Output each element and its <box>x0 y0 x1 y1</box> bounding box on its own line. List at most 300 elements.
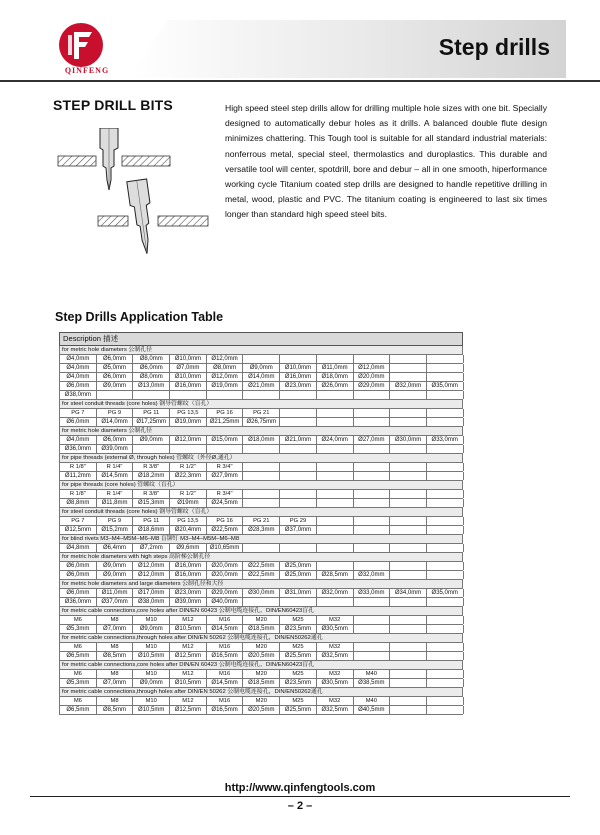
table-cell <box>280 463 317 471</box>
table-cell <box>317 490 354 498</box>
table-cell: M20 <box>243 697 280 705</box>
table-cell <box>243 598 280 606</box>
table-cell <box>280 409 317 417</box>
table-cell: Ø9,0mm <box>97 562 134 570</box>
table-cell: Ø9,6mm <box>170 544 207 552</box>
table-cell: Ø20,0mm <box>354 373 391 381</box>
table-cell <box>427 418 464 426</box>
table-cell: Ø10,0mm <box>170 355 207 363</box>
table-cell <box>354 490 391 498</box>
table-cell: Ø24,0mm <box>317 436 354 444</box>
table-cell: PG 16 <box>207 517 244 525</box>
table-cell <box>317 463 354 471</box>
description-header: Description 描述 <box>59 332 463 346</box>
table-cell: PG 7 <box>60 517 97 525</box>
brand-name: QINFENG <box>64 66 110 75</box>
table-cell: PG 9 <box>97 409 134 417</box>
table-cell: Ø6,0mm <box>133 364 170 372</box>
table-cell: Ø30,0mm <box>243 589 280 597</box>
table-row <box>59 373 463 382</box>
table-cell: Ø30,5mm <box>317 625 354 633</box>
table-cell: Ø23,0mm <box>170 589 207 597</box>
table-cell: Ø18,5mm <box>243 679 280 687</box>
table-cell: Ø28,3mm <box>243 526 280 534</box>
table-row <box>59 382 463 391</box>
table-cell <box>280 418 317 426</box>
table-cell <box>280 499 317 507</box>
table-cell <box>390 409 427 417</box>
table-cell: M12 <box>170 643 207 651</box>
table-cell <box>243 445 280 453</box>
table-row <box>59 490 463 499</box>
table-cell <box>354 526 391 534</box>
table-cell <box>390 373 427 381</box>
page-number: – 2 – <box>287 800 313 812</box>
table-cell: Ø8,5mm <box>97 652 134 660</box>
table-cell: M16 <box>207 697 244 705</box>
table-cell: Ø23,0mm <box>280 382 317 390</box>
table-cell <box>243 355 280 363</box>
table-cell: Ø7,0mm <box>97 679 134 687</box>
table-cell: PG 11 <box>133 409 170 417</box>
table-cell: Ø36,0mm <box>60 445 97 453</box>
table-cell: M25 <box>280 616 317 624</box>
table-cell <box>354 472 391 480</box>
table-cell <box>354 625 391 633</box>
group-header: for metric hole diameters 公制孔径 <box>59 427 463 436</box>
table-cell: Ø10,65mm <box>207 544 244 552</box>
table-cell: M20 <box>243 616 280 624</box>
table-cell <box>354 355 391 363</box>
table-cell: Ø9,0mm <box>133 625 170 633</box>
table-cell: Ø22,5mm <box>207 526 244 534</box>
table-cell <box>390 391 427 399</box>
table-cell <box>354 391 391 399</box>
table-cell <box>390 472 427 480</box>
table-cell <box>390 463 427 471</box>
intro-paragraph: High speed steel step drills allow for drilling multiple hole sizes with one bit. Specially designed to automatically debur holes as it drills. A balanced double flute design minimizes chattering. This Tough tool is suitable for all standard industrial materials: nonferrous metal, special steel, thermolastics and duroplastics. This durable and versatile tool will center, spotdrill, bore and debur – all in one smooth, hiperformance working cycle Titanium coated step drills are designed to handle repetitive drilling in metal, wood, plastic and PVC. The titanium coating is engineered to last six times longer than standard high speed steel bits. <box>225 103 547 220</box>
table-cell <box>390 706 427 714</box>
table-cell: Ø29,0mm <box>207 589 244 597</box>
table-cell <box>133 391 170 399</box>
table-cell <box>427 490 464 498</box>
table-cell <box>390 544 427 552</box>
table-cell: Ø4,0mm <box>60 364 97 372</box>
table-cell: M40 <box>354 697 391 705</box>
table-cell <box>390 445 427 453</box>
table-cell: Ø7,0mm <box>97 625 134 633</box>
table-row <box>59 409 463 418</box>
table-row <box>59 445 463 454</box>
table-cell: Ø32,5mm <box>317 706 354 714</box>
table-cell: Ø6,5mm <box>60 652 97 660</box>
table-row <box>59 499 463 508</box>
table-cell: M10 <box>133 670 170 678</box>
table-cell: R 3/4" <box>207 463 244 471</box>
table-cell <box>427 409 464 417</box>
table-cell: M6 <box>60 616 97 624</box>
qinfeng-logo <box>58 22 104 68</box>
table-cell: M32 <box>317 697 354 705</box>
application-table <box>59 332 463 715</box>
table-cell: Ø4,8mm <box>60 544 97 552</box>
table-cell: M12 <box>170 697 207 705</box>
table-cell: M16 <box>207 670 244 678</box>
group-header: for metric hole diameters and large diameters 公制孔径和大径 <box>59 580 463 589</box>
table-cell: Ø32,0mm <box>317 589 354 597</box>
table-cell <box>427 517 464 525</box>
table-cell: Ø6,0mm <box>60 382 97 390</box>
table-cell <box>427 391 464 399</box>
table-cell: Ø38,0mm <box>133 598 170 606</box>
table-row <box>59 589 463 598</box>
group-header: for pipe threads (core holes) 管螺纹（盲孔） <box>59 481 463 490</box>
table-cell: M32 <box>317 616 354 624</box>
table-cell: Ø12,0mm <box>354 364 391 372</box>
table-cell: Ø21,0mm <box>243 382 280 390</box>
table-cell <box>207 445 244 453</box>
table-cell: Ø30,0mm <box>390 436 427 444</box>
table-cell: Ø10,5mm <box>133 706 170 714</box>
table-cell: Ø6,0mm <box>60 589 97 597</box>
table-row <box>59 562 463 571</box>
table-cell <box>390 643 427 651</box>
table-cell: Ø18,6mm <box>133 526 170 534</box>
table-cell: Ø13,0mm <box>133 382 170 390</box>
table-cell <box>427 445 464 453</box>
table-cell <box>317 355 354 363</box>
table-cell <box>280 544 317 552</box>
table-cell <box>427 571 464 579</box>
table-cell: Ø32,0mm <box>390 382 427 390</box>
table-row <box>59 571 463 580</box>
table-cell <box>427 625 464 633</box>
table-cell <box>133 445 170 453</box>
table-cell: Ø21,25mm <box>207 418 244 426</box>
table-row <box>59 679 463 688</box>
group-header: for steel conduit threads (core holes) 钢导管螺纹（盲孔） <box>59 400 463 409</box>
table-cell <box>427 526 464 534</box>
table-cell <box>427 355 464 363</box>
table-cell: Ø8,0mm <box>207 364 244 372</box>
table-cell <box>207 391 244 399</box>
table-cell: R 1/2" <box>170 490 207 498</box>
table-cell <box>354 463 391 471</box>
group-header: for steel conduit threads (core holes) 钢导管螺纹（盲孔） <box>59 508 463 517</box>
table-cell: Ø7,0mm <box>170 364 207 372</box>
table-cell: Ø6,0mm <box>97 355 134 363</box>
table-row <box>59 706 463 715</box>
table-cell <box>390 364 427 372</box>
group-header: for pipe threads (external Ø, through holes) 管螺纹（外径Ø,通孔） <box>59 454 463 463</box>
table-cell: R 3/8" <box>133 490 170 498</box>
table-row <box>59 526 463 535</box>
table-cell <box>317 409 354 417</box>
table-cell <box>354 499 391 507</box>
table-row <box>59 616 463 625</box>
table-title: Step Drills Application Table <box>55 310 224 324</box>
table-cell: Ø27,9mm <box>207 472 244 480</box>
table-cell <box>354 562 391 570</box>
table-row <box>59 418 463 427</box>
group-header: for metric hole diameters with high steps 高阶梯公制孔径 <box>59 553 463 562</box>
table-cell: Ø25,5mm <box>280 706 317 714</box>
table-cell: M16 <box>207 616 244 624</box>
table-cell: Ø20,5mm <box>243 706 280 714</box>
table-cell <box>427 499 464 507</box>
table-cell <box>243 463 280 471</box>
table-row <box>59 364 463 373</box>
table-cell: M8 <box>97 616 134 624</box>
table-cell <box>427 670 464 678</box>
website-url[interactable]: http://www.qinfengtools.com <box>224 782 376 794</box>
table-cell <box>317 445 354 453</box>
table-cell: M40 <box>354 670 391 678</box>
table-cell: Ø35,0mm <box>427 589 464 597</box>
table-cell <box>354 652 391 660</box>
table-cell <box>317 544 354 552</box>
table-cell <box>354 544 391 552</box>
table-cell: M25 <box>280 670 317 678</box>
table-cell <box>317 526 354 534</box>
table-cell <box>427 544 464 552</box>
table-cell: Ø35,0mm <box>427 382 464 390</box>
step-drill-illustration <box>50 128 220 278</box>
table-cell <box>317 562 354 570</box>
table-cell: Ø24,5mm <box>207 499 244 507</box>
table-cell: R 1/8" <box>60 463 97 471</box>
table-cell: Ø11,8mm <box>97 499 134 507</box>
table-cell <box>317 517 354 525</box>
table-cell: Ø26,0mm <box>317 382 354 390</box>
table-cell: Ø29,0mm <box>354 382 391 390</box>
table-cell: Ø11,0mm <box>97 589 134 597</box>
table-cell: Ø4,0mm <box>60 436 97 444</box>
table-cell: Ø7,2mm <box>133 544 170 552</box>
table-cell <box>427 598 464 606</box>
table-cell: M25 <box>280 697 317 705</box>
table-cell: Ø12,0mm <box>170 436 207 444</box>
table-cell: Ø5,0mm <box>97 364 134 372</box>
table-cell: Ø4,0mm <box>60 355 97 363</box>
table-cell <box>427 616 464 624</box>
table-cell <box>170 445 207 453</box>
table-cell: Ø37,0mm <box>97 598 134 606</box>
table-cell <box>427 463 464 471</box>
table-cell <box>427 679 464 687</box>
group-header: for metric cable connections,through holes after DIN/EN 50262 公制电缆连接孔，DIN/EN50262通孔 <box>59 634 463 643</box>
table-row <box>59 463 463 472</box>
table-cell: M16 <box>207 643 244 651</box>
table-cell: Ø6,0mm <box>97 373 134 381</box>
table-cell: Ø21,0mm <box>280 436 317 444</box>
table-cell: PG 21 <box>243 409 280 417</box>
table-row <box>59 544 463 553</box>
table-cell: Ø25,0mm <box>280 562 317 570</box>
table-cell <box>390 355 427 363</box>
table-cell: M12 <box>170 616 207 624</box>
table-cell: Ø14,5mm <box>207 625 244 633</box>
table-cell: Ø15,2mm <box>97 526 134 534</box>
table-cell: Ø12,0mm <box>207 373 244 381</box>
table-cell <box>317 418 354 426</box>
table-cell: Ø14,5mm <box>207 679 244 687</box>
table-cell: Ø11,2mm <box>60 472 97 480</box>
table-cell: Ø18,0mm <box>317 373 354 381</box>
group-header: for metric hole diameters 公制孔径 <box>59 346 463 355</box>
table-cell: PG 13,5 <box>170 517 207 525</box>
table-cell: Ø20,5mm <box>243 652 280 660</box>
table-cell: Ø22,5mm <box>243 571 280 579</box>
table-cell: Ø40,5mm <box>354 706 391 714</box>
table-cell: Ø6,4mm <box>97 544 134 552</box>
table-cell <box>390 679 427 687</box>
table-cell: Ø22,5mm <box>243 562 280 570</box>
table-cell: M8 <box>97 670 134 678</box>
page-title: Step drills <box>438 34 550 60</box>
table-cell: Ø38,0mm <box>60 391 97 399</box>
table-cell <box>170 391 207 399</box>
table-cell <box>354 517 391 525</box>
table-cell: Ø31,0mm <box>280 589 317 597</box>
table-cell <box>427 652 464 660</box>
table-cell: Ø6,0mm <box>60 418 97 426</box>
table-cell: Ø26,75mm <box>243 418 280 426</box>
table-cell: R 1/4" <box>97 490 134 498</box>
table-cell: M25 <box>280 643 317 651</box>
table-cell <box>280 445 317 453</box>
table-cell: Ø19,0mm <box>207 382 244 390</box>
table-cell: Ø9,0mm <box>243 364 280 372</box>
table-cell: Ø25,0mm <box>280 571 317 579</box>
table-cell <box>354 598 391 606</box>
table-cell: R 3/4" <box>207 490 244 498</box>
table-cell: Ø20,4mm <box>170 526 207 534</box>
table-cell: Ø5,3mm <box>60 625 97 633</box>
table-cell: Ø17,0mm <box>133 589 170 597</box>
table-cell <box>97 391 134 399</box>
table-cell <box>390 499 427 507</box>
table-cell: M32 <box>317 643 354 651</box>
table-cell: Ø12,0mm <box>133 562 170 570</box>
table-cell: PG 11 <box>133 517 170 525</box>
table-cell: Ø6,5mm <box>60 706 97 714</box>
table-cell: Ø12,0mm <box>207 355 244 363</box>
group-header: for metric cable connections,through holes after DIN/EN 50262 公制电缆连接孔，DIN/EN50262通孔 <box>59 688 463 697</box>
table-cell: PG 9 <box>97 517 134 525</box>
table-row <box>59 355 463 364</box>
table-cell: Ø18,5mm <box>243 625 280 633</box>
table-cell <box>427 643 464 651</box>
table-cell: Ø9,0mm <box>133 436 170 444</box>
table-cell: Ø8,5mm <box>97 706 134 714</box>
table-cell: Ø23,5mm <box>280 679 317 687</box>
footer-divider <box>30 796 570 797</box>
table-cell: M6 <box>60 670 97 678</box>
table-cell: Ø38,5mm <box>354 679 391 687</box>
table-cell: Ø23,5mm <box>280 625 317 633</box>
header-divider <box>0 80 600 82</box>
table-cell: M32 <box>317 670 354 678</box>
table-row <box>59 517 463 526</box>
table-cell: PG 16 <box>207 409 244 417</box>
table-cell <box>390 562 427 570</box>
table-cell: PG 29 <box>280 517 317 525</box>
table-cell <box>427 697 464 705</box>
table-cell: Ø8,0mm <box>133 373 170 381</box>
table-cell: Ø39,0mm <box>170 598 207 606</box>
table-cell <box>390 571 427 579</box>
table-cell: M10 <box>133 643 170 651</box>
table-cell: Ø18,0mm <box>243 436 280 444</box>
table-cell: M8 <box>97 643 134 651</box>
table-row <box>59 598 463 607</box>
table-cell <box>390 616 427 624</box>
table-cell: Ø30,5mm <box>317 679 354 687</box>
table-cell <box>243 544 280 552</box>
table-cell: M6 <box>60 697 97 705</box>
table-cell: Ø10,5mm <box>170 625 207 633</box>
table-cell <box>390 670 427 678</box>
table-cell <box>280 472 317 480</box>
table-cell: Ø22,3mm <box>170 472 207 480</box>
table-row <box>59 625 463 634</box>
table-cell: Ø11,0mm <box>317 364 354 372</box>
table-cell <box>317 499 354 507</box>
table-cell: Ø14,0mm <box>243 373 280 381</box>
table-cell: R 1/4" <box>97 463 134 471</box>
table-cell <box>317 391 354 399</box>
table-cell: R 1/8" <box>60 490 97 498</box>
table-cell: Ø39,0mm <box>97 445 134 453</box>
table-cell <box>390 652 427 660</box>
table-cell <box>390 598 427 606</box>
table-row <box>59 670 463 679</box>
table-cell: Ø12,5mm <box>170 652 207 660</box>
table-cell <box>280 490 317 498</box>
table-cell: Ø9,0mm <box>97 382 134 390</box>
table-cell: M20 <box>243 670 280 678</box>
table-cell: Ø4,0mm <box>60 373 97 381</box>
table-cell: Ø33,0mm <box>427 436 464 444</box>
table-body <box>59 346 463 715</box>
table-cell: Ø6,0mm <box>60 571 97 579</box>
table-cell: Ø32,5mm <box>317 652 354 660</box>
table-cell: Ø14,5mm <box>97 472 134 480</box>
table-cell: Ø6,0mm <box>60 562 97 570</box>
table-cell <box>354 643 391 651</box>
table-cell: Ø14,0mm <box>97 418 134 426</box>
table-cell: Ø37,0mm <box>280 526 317 534</box>
table-cell: Ø10,5mm <box>170 679 207 687</box>
table-row <box>59 643 463 652</box>
group-header: for metric cable connections,core holes after DIN/EN 60423 公制电缆连接孔，DIN/EN60423盲孔 <box>59 661 463 670</box>
table-cell: Ø12,0mm <box>133 571 170 579</box>
table-cell: Ø16,0mm <box>170 571 207 579</box>
table-cell: M20 <box>243 643 280 651</box>
table-row <box>59 472 463 481</box>
group-header: for blind rivets M3–M4–M5M–M6–M8 盲铆钉 M3–M4–M5M–M6–M8 <box>59 535 463 544</box>
table-cell: Ø32,0mm <box>354 571 391 579</box>
table-cell <box>354 409 391 417</box>
table-cell: Ø10,0mm <box>280 364 317 372</box>
table-cell <box>243 472 280 480</box>
table-cell: Ø16,5mm <box>207 706 244 714</box>
table-cell: PG 7 <box>60 409 97 417</box>
table-cell <box>354 418 391 426</box>
table-cell <box>243 490 280 498</box>
table-cell <box>390 490 427 498</box>
